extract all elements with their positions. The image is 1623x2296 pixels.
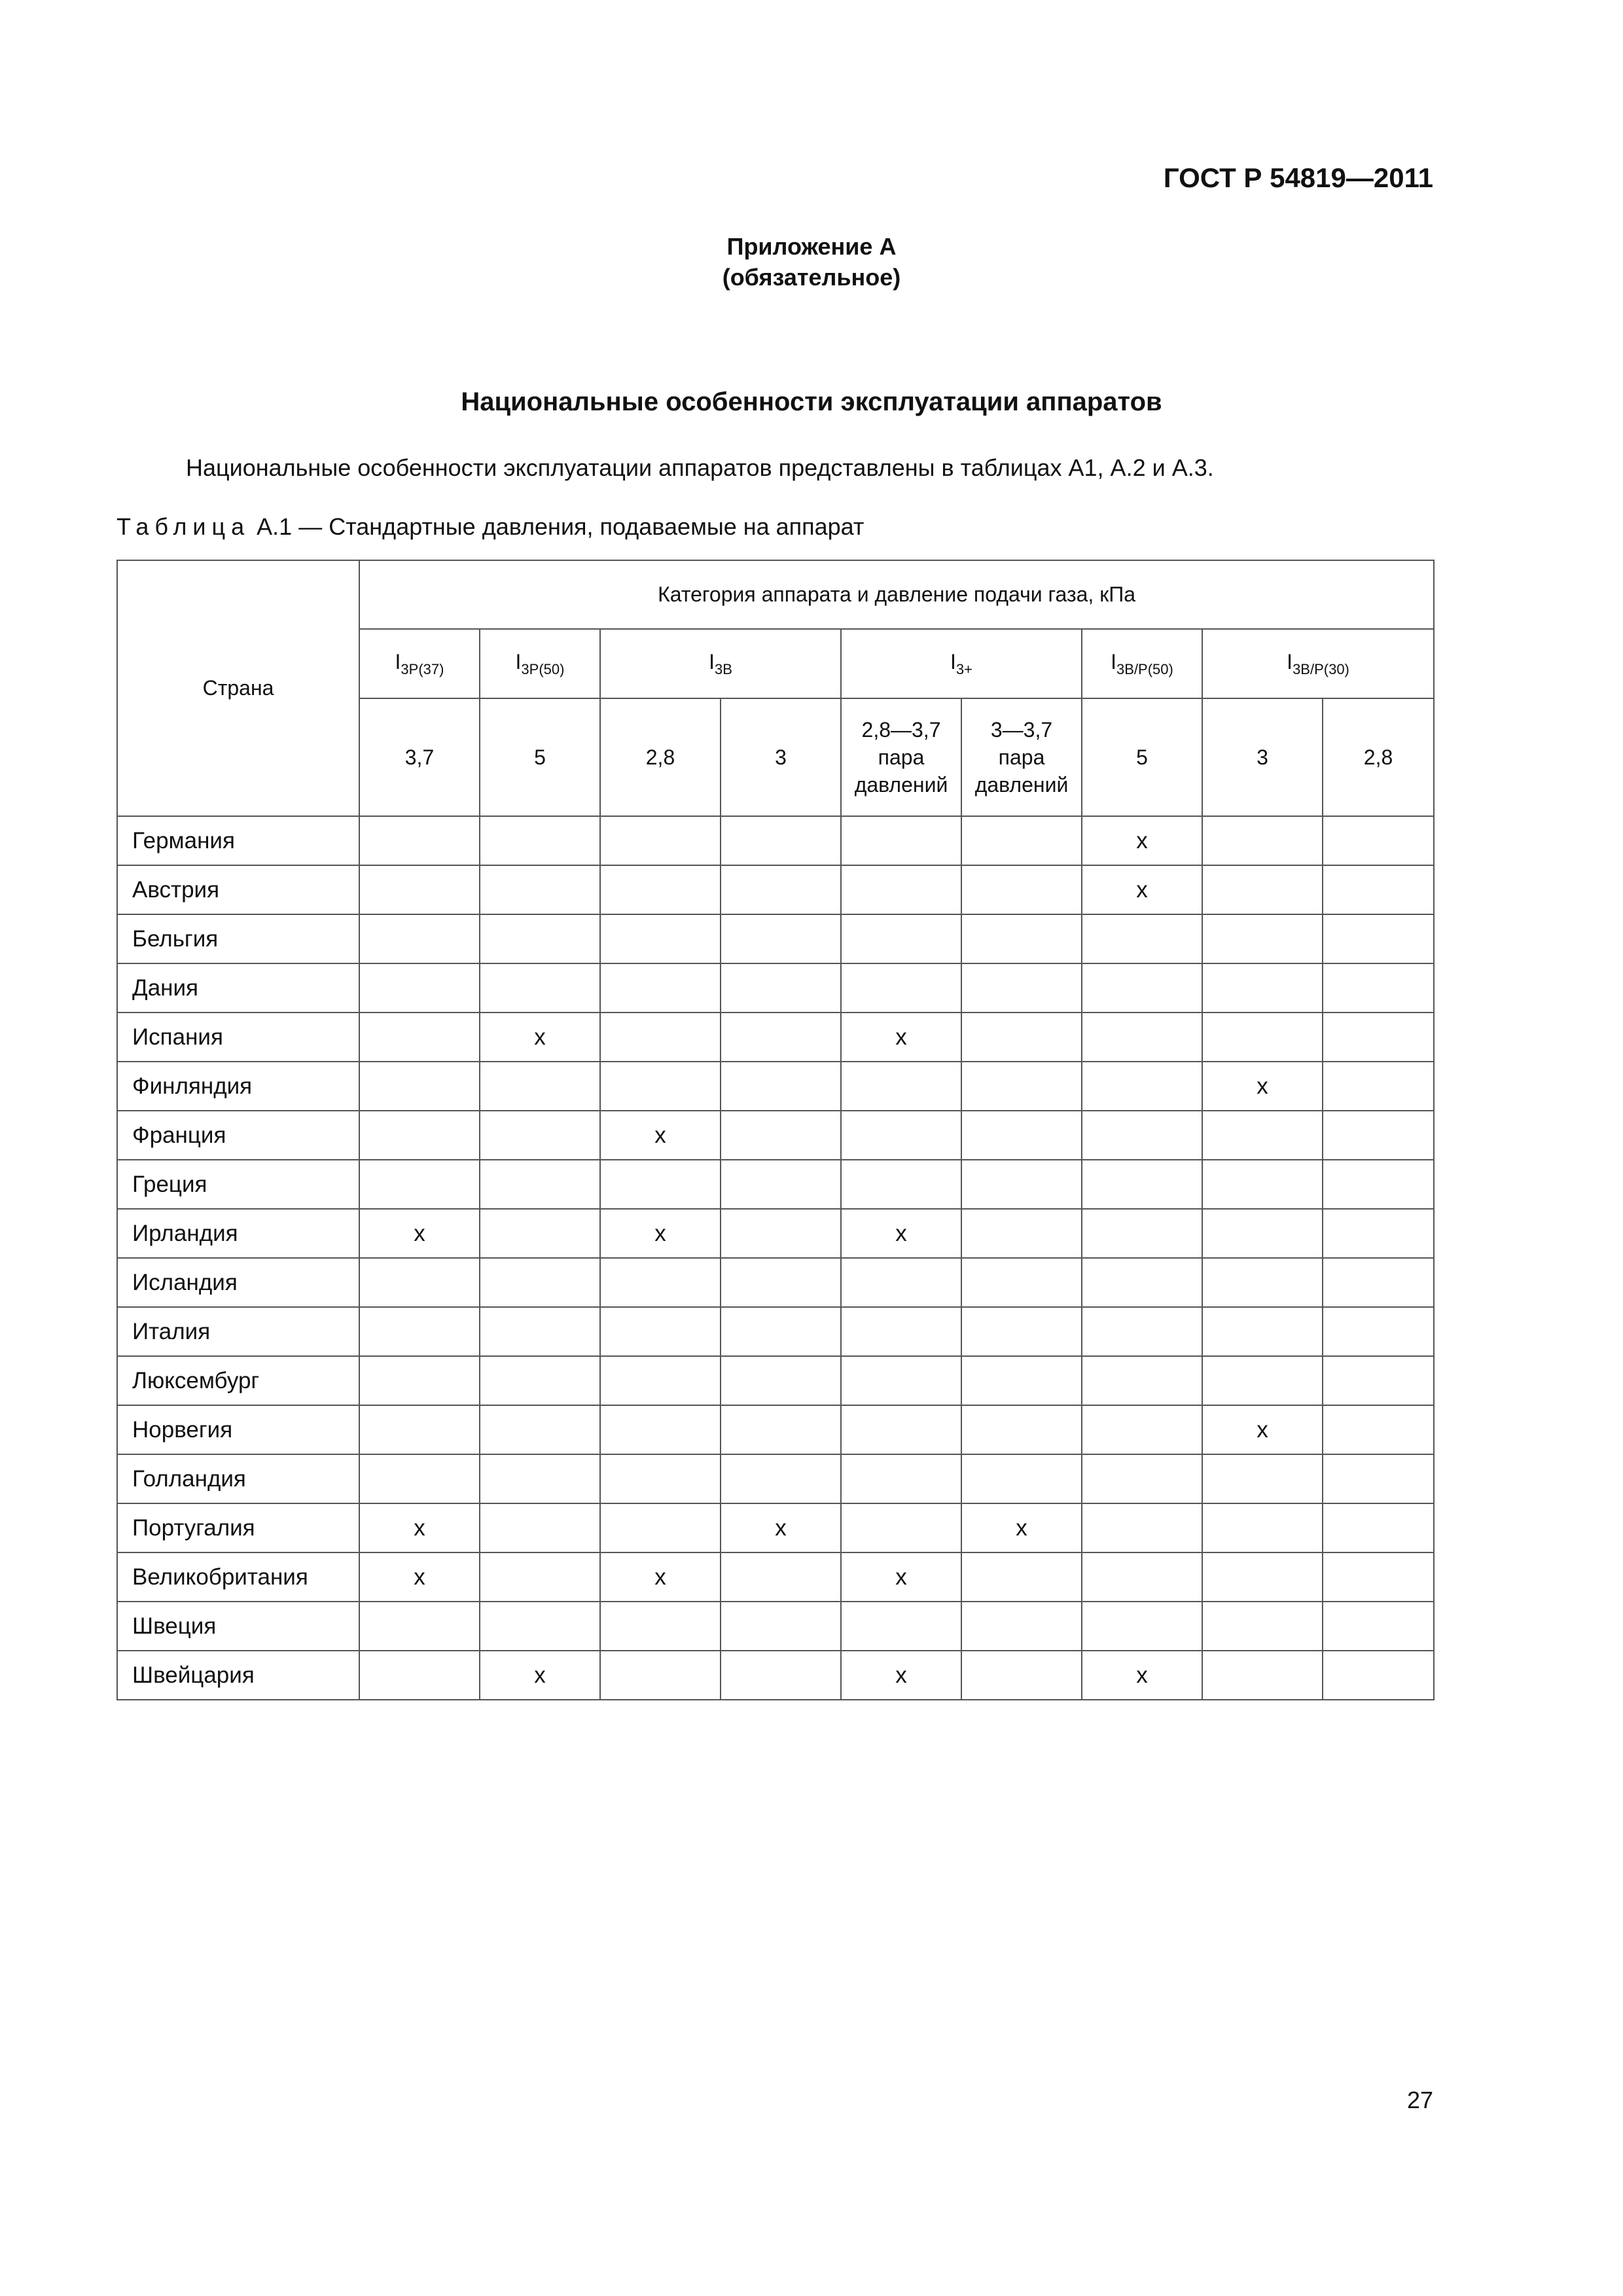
mark-cell — [721, 816, 841, 865]
mark-cell — [600, 1651, 721, 1700]
mark-cell — [961, 1160, 1082, 1209]
mark-cell — [1202, 1651, 1323, 1700]
mark-cell: х — [600, 1111, 721, 1160]
mark-cell — [961, 1552, 1082, 1602]
table-row — [117, 1454, 1434, 1503]
mark-cell: х — [600, 1552, 721, 1602]
table-row — [117, 865, 1434, 914]
mark-cell — [961, 865, 1082, 914]
country-cell: Швейцария — [117, 1651, 359, 1700]
mark-cell — [841, 1258, 961, 1307]
mark-cell — [480, 1454, 600, 1503]
mark-cell — [1202, 1602, 1323, 1651]
pressure-header: 2,8—3,7 пара давлений — [841, 698, 961, 816]
mark-cell — [600, 1307, 721, 1356]
mark-cell — [359, 1307, 480, 1356]
mark-cell — [961, 963, 1082, 1013]
table-row — [117, 816, 1434, 865]
mark-cell — [961, 1209, 1082, 1258]
mark-cell — [721, 1405, 841, 1454]
mark-cell — [721, 1013, 841, 1062]
pressure-header: 2,8 — [1323, 698, 1434, 816]
mark-cell — [1323, 1405, 1434, 1454]
mark-cell — [600, 1013, 721, 1062]
mark-cell: х — [841, 1209, 961, 1258]
mark-cell — [600, 914, 721, 963]
category-header: $I_{3P(37)}$ — [359, 629, 480, 698]
mark-cell — [600, 1602, 721, 1651]
country-cell: Австрия — [117, 865, 359, 914]
mark-cell — [1323, 1258, 1434, 1307]
mark-cell — [480, 865, 600, 914]
mark-cell — [721, 1602, 841, 1651]
mark-cell: х — [359, 1503, 480, 1552]
mark-cell — [1082, 1356, 1202, 1405]
table-body — [117, 816, 1434, 1700]
mark-cell: х — [1082, 816, 1202, 865]
mark-cell: х — [961, 1503, 1082, 1552]
mark-cell — [961, 1013, 1082, 1062]
mark-cell — [721, 1552, 841, 1602]
mark-cell — [841, 1356, 961, 1405]
mark-cell — [600, 963, 721, 1013]
mark-cell — [1202, 914, 1323, 963]
pressure-header: 3 — [721, 698, 841, 816]
country-cell: Германия — [117, 816, 359, 865]
table-row — [117, 1503, 1434, 1552]
country-cell: Португалия — [117, 1503, 359, 1552]
country-cell: Ирландия — [117, 1209, 359, 1258]
mark-cell — [359, 963, 480, 1013]
mark-cell — [1202, 1356, 1323, 1405]
annex-title: Приложение А — [726, 233, 897, 260]
mark-cell — [480, 1307, 600, 1356]
mark-cell — [961, 1602, 1082, 1651]
mark-cell — [1323, 1356, 1434, 1405]
country-cell: Великобритания — [117, 1552, 359, 1602]
mark-cell — [1202, 1209, 1323, 1258]
table-row — [117, 1356, 1434, 1405]
mark-cell — [1323, 865, 1434, 914]
mark-cell — [841, 1062, 961, 1111]
mark-cell — [480, 1209, 600, 1258]
mark-cell — [721, 1356, 841, 1405]
mark-cell: х — [1202, 1405, 1323, 1454]
mark-cell — [1202, 1454, 1323, 1503]
mark-cell — [721, 1062, 841, 1111]
mark-cell — [1323, 1209, 1434, 1258]
country-cell: Люксембург — [117, 1356, 359, 1405]
pressure-table — [116, 560, 1435, 1700]
country-cell: Голландия — [117, 1454, 359, 1503]
mark-cell — [1082, 1454, 1202, 1503]
mark-cell — [359, 1258, 480, 1307]
mark-cell — [1202, 1307, 1323, 1356]
mark-cell — [1202, 1258, 1323, 1307]
mark-cell — [359, 1651, 480, 1700]
mark-cell — [480, 963, 600, 1013]
country-cell: Швеция — [117, 1602, 359, 1651]
mark-cell — [359, 1111, 480, 1160]
mark-cell — [1082, 1602, 1202, 1651]
mark-cell — [1082, 1503, 1202, 1552]
mark-cell: х — [359, 1209, 480, 1258]
mark-cell — [1323, 1602, 1434, 1651]
table-row — [117, 1651, 1434, 1700]
mark-cell — [961, 1111, 1082, 1160]
mark-cell — [1202, 865, 1323, 914]
mark-cell — [961, 1405, 1082, 1454]
mark-cell — [841, 963, 961, 1013]
mark-cell — [721, 1111, 841, 1160]
mark-cell — [721, 1160, 841, 1209]
mark-cell — [359, 1356, 480, 1405]
mark-cell — [359, 914, 480, 963]
mark-cell — [721, 865, 841, 914]
country-cell: Финляндия — [117, 1062, 359, 1111]
table-row — [117, 1602, 1434, 1651]
mark-cell — [721, 1209, 841, 1258]
mark-cell — [961, 1356, 1082, 1405]
country-column-header: Страна — [117, 560, 359, 816]
mark-cell — [961, 1454, 1082, 1503]
pressure-header: 2,8 — [600, 698, 721, 816]
pressure-header: 3 — [1202, 698, 1323, 816]
mark-cell — [721, 1651, 841, 1700]
mark-cell — [480, 1062, 600, 1111]
mark-cell — [1202, 1111, 1323, 1160]
mark-cell — [600, 865, 721, 914]
mark-cell — [1082, 1405, 1202, 1454]
mark-cell — [1082, 914, 1202, 963]
category-header: $I_{3+}$ — [841, 629, 1082, 698]
mark-cell — [359, 816, 480, 865]
mark-cell: х — [480, 1651, 600, 1700]
table-row — [117, 1111, 1434, 1160]
mark-cell: х — [480, 1013, 600, 1062]
mark-cell — [961, 816, 1082, 865]
mark-cell — [1082, 1013, 1202, 1062]
mark-cell — [841, 1503, 961, 1552]
table-row — [117, 1062, 1434, 1111]
mark-cell — [1082, 1209, 1202, 1258]
mark-cell — [1323, 816, 1434, 865]
country-cell: Дания — [117, 963, 359, 1013]
mark-cell — [841, 914, 961, 963]
mark-cell: х — [1082, 865, 1202, 914]
mark-cell — [600, 1503, 721, 1552]
mark-cell — [841, 1111, 961, 1160]
mark-cell — [1082, 963, 1202, 1013]
mark-cell — [600, 1454, 721, 1503]
mark-cell — [600, 1258, 721, 1307]
mark-cell — [841, 1405, 961, 1454]
mark-cell — [600, 816, 721, 865]
mark-cell — [600, 1405, 721, 1454]
page-number: 27 — [1406, 2087, 1433, 2113]
country-cell: Греция — [117, 1160, 359, 1209]
mark-cell — [1323, 1552, 1434, 1602]
mark-cell — [480, 1602, 600, 1651]
mark-cell — [359, 1062, 480, 1111]
mark-cell — [1202, 816, 1323, 865]
mark-cell — [1202, 1160, 1323, 1209]
mark-cell: х — [721, 1503, 841, 1552]
mark-cell — [359, 1160, 480, 1209]
mark-cell — [480, 1552, 600, 1602]
mark-cell — [721, 1454, 841, 1503]
mark-cell — [1082, 1258, 1202, 1307]
mark-cell — [1323, 1307, 1434, 1356]
table-caption-title: А.1 — Стандартные давления, подаваемые на аппарат — [250, 513, 865, 540]
pressure-header: 5 — [480, 698, 600, 816]
table-row — [117, 1258, 1434, 1307]
country-cell: Франция — [117, 1111, 359, 1160]
mark-cell: х — [600, 1209, 721, 1258]
mark-cell — [1323, 963, 1434, 1013]
mark-cell — [480, 914, 600, 963]
mark-cell — [1202, 1503, 1323, 1552]
mark-cell — [841, 865, 961, 914]
category-header: $I_{3B}$ — [600, 629, 841, 698]
table-row — [117, 1405, 1434, 1454]
mark-cell: х — [841, 1013, 961, 1062]
standard-code: ГОСТ Р 54819—2011 — [1163, 162, 1433, 193]
mark-cell — [721, 914, 841, 963]
mark-cell — [961, 1258, 1082, 1307]
table-row — [117, 1552, 1434, 1602]
table-row — [117, 1209, 1434, 1258]
mark-cell — [480, 1356, 600, 1405]
table-row — [117, 1013, 1434, 1062]
mark-cell: х — [841, 1552, 961, 1602]
table-row — [117, 914, 1434, 963]
mark-cell — [1323, 1503, 1434, 1552]
category-header: $I_{3B/P(30)}$ — [1202, 629, 1434, 698]
mark-cell — [961, 1307, 1082, 1356]
mark-cell — [721, 1307, 841, 1356]
mark-cell — [480, 1405, 600, 1454]
mark-cell — [721, 963, 841, 1013]
mark-cell — [1323, 1062, 1434, 1111]
mark-cell — [841, 1602, 961, 1651]
mark-cell — [1082, 1552, 1202, 1602]
mark-cell: х — [1082, 1651, 1202, 1700]
country-cell: Италия — [117, 1307, 359, 1356]
country-cell: Испания — [117, 1013, 359, 1062]
category-header: $I_{3B/P(50)}$ — [1082, 629, 1202, 698]
mark-cell — [1323, 1454, 1434, 1503]
mark-cell — [480, 1160, 600, 1209]
mark-cell — [480, 816, 600, 865]
mark-cell — [1082, 1062, 1202, 1111]
mark-cell — [1323, 1651, 1434, 1700]
table-row — [117, 1307, 1434, 1356]
mark-cell — [1323, 1160, 1434, 1209]
mark-cell — [841, 1160, 961, 1209]
mark-cell — [1323, 1111, 1434, 1160]
mark-cell — [1082, 1307, 1202, 1356]
mark-cell — [721, 1258, 841, 1307]
mark-cell: х — [1202, 1062, 1323, 1111]
mark-cell — [1202, 1552, 1323, 1602]
mark-cell: х — [359, 1552, 480, 1602]
mark-cell — [359, 1454, 480, 1503]
country-cell: Норвегия — [117, 1405, 359, 1454]
mark-cell — [480, 1503, 600, 1552]
mark-cell — [1202, 1013, 1323, 1062]
pressure-header: 5 — [1082, 698, 1202, 816]
mark-cell — [841, 816, 961, 865]
table-caption-label: Таблица — [116, 513, 251, 540]
annex-status: (обязательное) — [722, 264, 901, 291]
mark-cell — [961, 914, 1082, 963]
category-group-header: Категория аппарата и давление подачи газа, кПа — [359, 560, 1434, 629]
mark-cell — [841, 1307, 961, 1356]
mark-cell — [961, 1651, 1082, 1700]
mark-cell — [1082, 1111, 1202, 1160]
mark-cell — [480, 1258, 600, 1307]
mark-cell — [1323, 914, 1434, 963]
table-caption — [116, 513, 1425, 541]
mark-cell — [961, 1062, 1082, 1111]
mark-cell — [359, 1013, 480, 1062]
mark-cell — [1202, 963, 1323, 1013]
mark-cell — [480, 1111, 600, 1160]
table-row — [117, 1160, 1434, 1209]
pressure-header: 3—3,7 пара давлений — [961, 698, 1082, 816]
mark-cell — [600, 1356, 721, 1405]
country-cell: Бельгия — [117, 914, 359, 963]
section-heading: Национальные особенности эксплуатации аппаратов — [461, 387, 1162, 416]
mark-cell — [1082, 1160, 1202, 1209]
category-header: $I_{3P(50)}$ — [480, 629, 600, 698]
country-cell: Исландия — [117, 1258, 359, 1307]
mark-cell — [359, 865, 480, 914]
mark-cell — [1323, 1013, 1434, 1062]
table-row — [117, 963, 1434, 1013]
mark-cell — [600, 1062, 721, 1111]
pressure-header: 3,7 — [359, 698, 480, 816]
mark-cell — [359, 1602, 480, 1651]
mark-cell — [359, 1405, 480, 1454]
mark-cell: х — [841, 1651, 961, 1700]
mark-cell — [600, 1160, 721, 1209]
intro-paragraph: Национальные особенности эксплуатации аппаратов представлены в таблицах А1, А.2 и А.3. — [186, 454, 1214, 481]
mark-cell — [841, 1454, 961, 1503]
